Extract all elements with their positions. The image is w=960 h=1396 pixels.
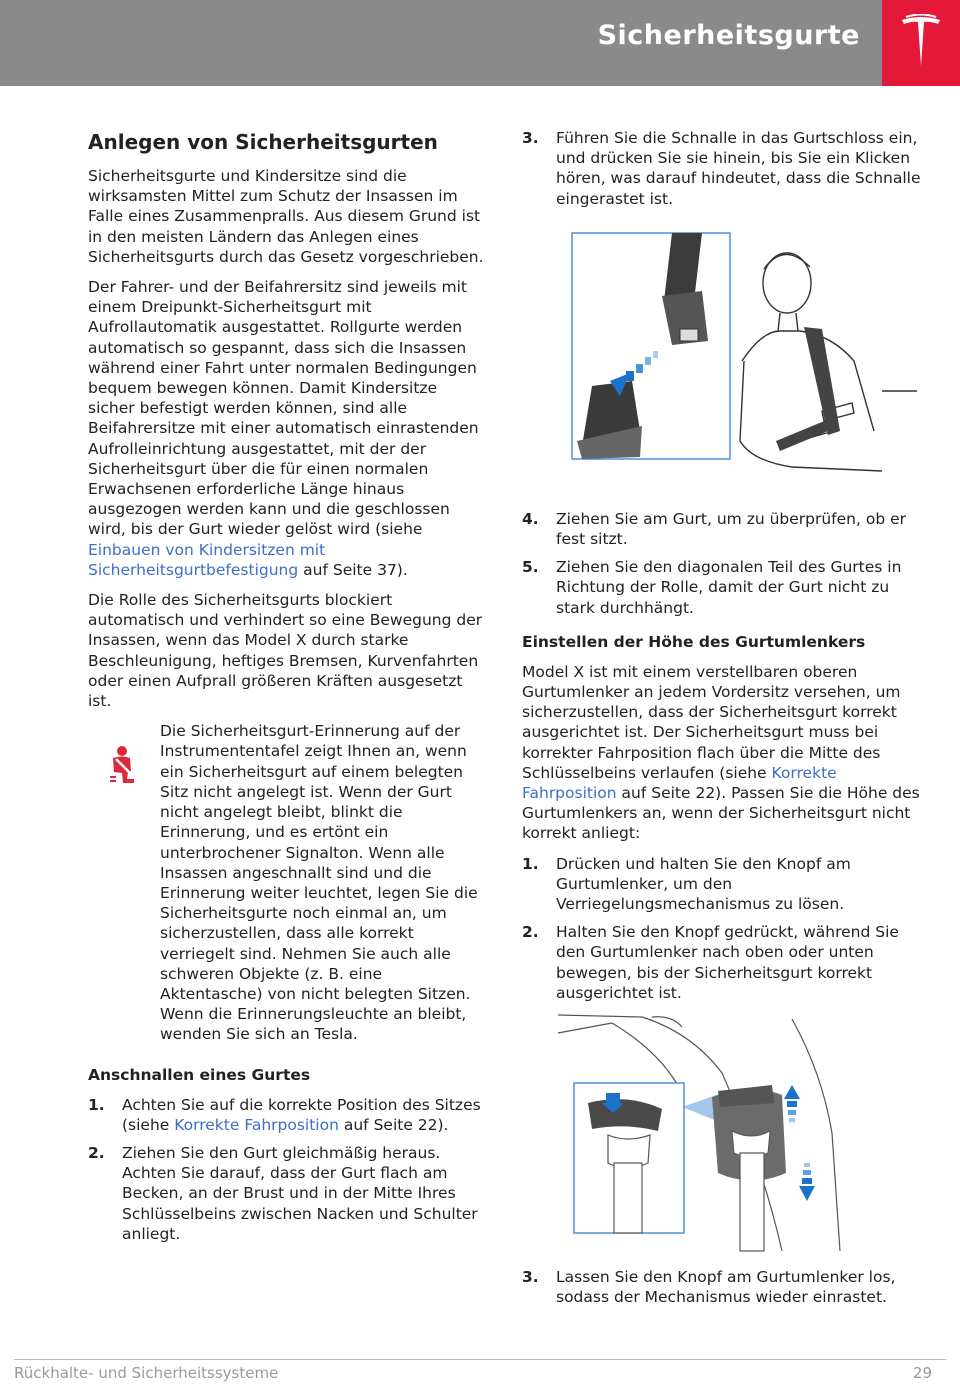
height-adjust-heading: Einstellen der Höhe des Gurtumlenkers	[522, 632, 866, 651]
list-item: 4. Ziehen Sie am Gurt, um zu überprüfen, ob er fest sitzt.	[522, 509, 907, 549]
buckling-steps-continued	[522, 128, 922, 209]
belt-anchor-illustration	[522, 1013, 922, 1253]
list-item: 5. Ziehen Sie den diagonalen Teil des Gurtes in Richtung der Rolle, damit der Gurt nicht zu stark durchhängt.	[522, 558, 902, 617]
tesla-logo-icon	[900, 14, 942, 70]
tesla-logo	[882, 0, 960, 86]
list-item: 2. Ziehen Sie den Gurt gleichmäßig heraus. Achten Sie darauf, dass der Gurt flach am Becken, an der Brust und in der Mitte Ihres Schlüsselbeins zwischen Nacken und Schulter anliegt.	[88, 1143, 478, 1243]
retractor-text: Der Fahrer- und der Beifahrersitz sind jeweils mit einem Dreipunkt-Sicherheitsgurt mit Aufrollautomatik ausgestattet. Rollgurte werden automatisch so gespannt, dass sich die Insassen während einer Fahrt unter normalen Bedingungen bequem bewegen können. Damit Kindersitze sicher befestigt werden können, sind alle Beifahrersitze mit einer automatisch einrastenden Aufrolleinrichtung ausgestattet, mit der der Sicherheitsgurt über die für einen normalen Erwachsenen erforderliche Länge hinaus ausgezogen werden kann und die geschlossen wird, bis der Gurt wieder gelöst wird (siehe	[88, 278, 479, 539]
reminder-note	[88, 721, 486, 1044]
height-adjust-steps	[522, 854, 922, 1003]
list-item: 1. Achten Sie auf die korrekte Position des Sitzes (siehe Korrekte Fahrposition auf Seite 22).	[88, 1095, 481, 1134]
page-header	[0, 0, 960, 86]
driving-position-link[interactable]: Korrekte Fahrposition	[174, 1115, 339, 1134]
list-item: 3. Lassen Sie den Knopf am Gurtumlenker los, sodass der Mechanismus wieder einrastet.	[522, 1268, 896, 1307]
retractor-suffix: auf Seite 37).	[303, 560, 408, 579]
buckling-heading: Anschnallen eines Gurtes	[88, 1065, 311, 1084]
intro-paragraph: Sicherheitsgurte und Kindersitze sind die wirksamsten Mittel zum Schutz der Insassen im Falle eines Zusammenpralls. Aus diesem Grund ist in den meisten Ländern das Anlegen eines Sicherheitsgurts durch das Gesetz vorgeschrieben.	[88, 167, 484, 266]
footer-section-name: Rückhalte- und Sicherheitssysteme	[14, 1364, 279, 1382]
section-title: Sicherheitsgurte	[597, 20, 860, 51]
check-steps	[522, 509, 922, 618]
main-heading: Anlegen von Sicherheitsgurten	[88, 130, 438, 154]
buckling-steps	[88, 1095, 486, 1244]
child-seat-link[interactable]: Einbauen von Kindersitzen mit Sicherheitsgurtbefestigung	[88, 540, 326, 579]
release-steps	[522, 1267, 922, 1307]
retractor-paragraph	[88, 277, 486, 580]
buckle-illustration	[522, 231, 922, 491]
seatbelt-reminder-icon	[106, 745, 138, 790]
driving-position-link[interactable]: Korrekte Fahrposition	[522, 763, 837, 803]
reminder-note-text: Die Sicherheitsgurt-Erinnerung auf der Instrumententafel zeigt Ihnen an, wenn ein Sicherheitsgurt auf einem belegten Sitz nicht angelegt ist. Wenn der Gurt nicht angelegt bleibt, blinkt die Erinnerung, und es ertönt ein unterbrochener Signalton. Wenn alle Insassen angeschnallt sind und die Erinnerung weiter leuchtet, legen Sie die Sicherheitsgurte noch einmal an, um sicherzustellen, dass alle korrekt verriegelt sind. Nehmen Sie auch alle schweren Objekte (z. B. eine Aktentasche) von nicht belegten Sitzen. Wenn die Erinnerungsleuchte an bleibt, wenden Sie sich an Tesla.	[160, 722, 478, 1044]
left-column	[88, 128, 486, 1252]
list-item: 1. Drücken und halten Sie den Knopf am Gurtumlenker, um den Verriegelungsmechanismus zu lösen.	[522, 854, 851, 914]
right-column	[522, 128, 922, 1315]
list-item: 3. Führen Sie die Schnalle in das Gurtschloss ein, und drücken Sie sie hinein, bis Sie ein Klicken hören, was darauf hindeutet, dass die Schnalle eingerastet ist.	[522, 129, 921, 208]
page-number: 29	[912, 1364, 932, 1382]
page-footer	[14, 1359, 946, 1382]
list-item: 2. Halten Sie den Knopf gedrückt, während Sie den Gurtumlenker nach oben oder unten bewegen, bis der Sicherheitsgurt korrekt ausgerichtet ist.	[522, 923, 899, 1002]
height-adjust-paragraph: Model X ist mit einem verstellbaren oberen Gurtumlenker an jedem Vordersitz versehen, um sicherzustellen, dass der Sicherheitsgurt korrekt ausgerichtet ist. Der Sicherheitsgurt muss bei korrekter Fahrposition flach über die Mitte des Schlüsselbeins verlaufen (siehe Korrekte Fahrposition auf Seite 22). Passen Sie die Höhe des Gurtumlenkers an, wenn der Sicherheitsgurt nicht korrekt anliegt:	[522, 662, 920, 843]
locking-paragraph: Die Rolle des Sicherheitsgurts blockiert automatisch und verhindert so eine Bewegung der Insassen, wenn das Model X durch starke Beschleunigung, heftiges Bremsen, Kurvenfahrten oder einen Aufprall größeren Kräften ausgesetzt ist.	[88, 591, 483, 711]
